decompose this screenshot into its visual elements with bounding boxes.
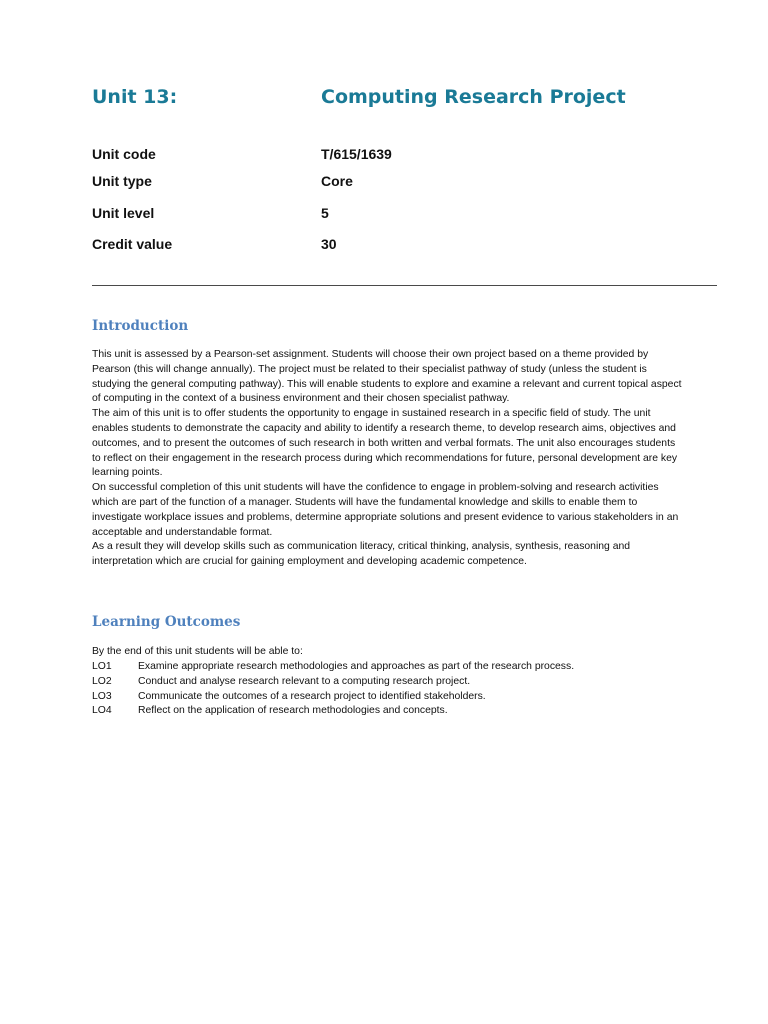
- meta-value: T/615/1639: [321, 146, 392, 162]
- meta-row-unit-code: [92, 146, 692, 168]
- list-item: [92, 704, 712, 719]
- meta-label: Unit code: [92, 146, 156, 162]
- list-item: [92, 660, 712, 675]
- lo-text: Reflect on the application of research methodologies and concepts.: [138, 705, 448, 717]
- intro-paragraph: This unit is assessed by a Pearson-set assignment. Students will choose their own project based on a theme provided by Pearson (this will change annually). The project must be related to their specialist pathway of study (unless the student is studying the general computing pathway). This will enable students to explore and examine a relevant and current topical aspect of computing in the context of a business environment and their chosen specialist pathway.: [92, 349, 682, 405]
- lo-code: LO3: [92, 690, 112, 702]
- lo-code: LO2: [92, 675, 112, 687]
- meta-label: Credit value: [92, 236, 173, 252]
- lo-text: Conduct and analyse research relevant to a computing research project.: [138, 675, 471, 687]
- intro-paragraph: The aim of this unit is to offer students the opportunity to engage in sustained research in a specific field of study. The unit enables students to demonstrate the capacity and ability to identify a research theme, to develop research aims, objectives and outcomes, and to present the outcomes of such research in both written and verbal formats. The unit also encourages students to reflect on their engagement in the research process during which recommendations for future, personal development are key learning points.: [92, 408, 678, 479]
- meta-label: Unit type: [92, 173, 152, 189]
- introduction-heading: Introduction: [92, 318, 189, 334]
- lo-text: Communicate the outcomes of a research project to identified stakeholders.: [138, 690, 486, 702]
- intro-paragraph: On successful completion of this unit students will have the confidence to engage in problem-solving and research activities which are part of the function of a manager. Students will have the fundamental knowledge and skills to enable them to investigate workplace issues and problems, determine appropriate solutions and present evidence to various stakeholders in an acceptable and understandable format.: [92, 482, 679, 538]
- list-item: [92, 675, 712, 690]
- intro-paragraph: As a result they will develop skills such as communication literacy, critical thinking, analysis, synthesis, reasoning and interpretation which are crucial for gaining employment and developing academic competence.: [92, 541, 631, 568]
- meta-value: 5: [321, 205, 329, 221]
- learning-outcomes-list: [92, 660, 712, 719]
- unit-number: Unit 13:: [92, 86, 178, 108]
- unit-name: Computing Research Project: [321, 86, 626, 108]
- unit-meta-table: [92, 146, 692, 252]
- lo-code: LO1: [92, 661, 112, 672]
- list-item: [92, 690, 712, 705]
- meta-row-unit-type: [92, 173, 692, 195]
- meta-row-credit-value: [92, 236, 692, 258]
- meta-value: 30: [321, 236, 337, 252]
- meta-value: Core: [321, 173, 353, 189]
- learning-outcomes-heading: Learning Outcomes: [92, 614, 241, 630]
- unit-title-row: [92, 86, 732, 118]
- section-divider: [92, 285, 717, 286]
- lo-code: LO4: [92, 705, 112, 717]
- meta-label: Unit level: [92, 205, 155, 221]
- introduction-body: [92, 348, 682, 570]
- meta-row-unit-level: [92, 205, 692, 227]
- learning-outcomes-intro: By the end of this unit students will be able to:: [92, 646, 303, 657]
- lo-text: Examine appropriate research methodologies and approaches as part of the research process.: [138, 661, 575, 672]
